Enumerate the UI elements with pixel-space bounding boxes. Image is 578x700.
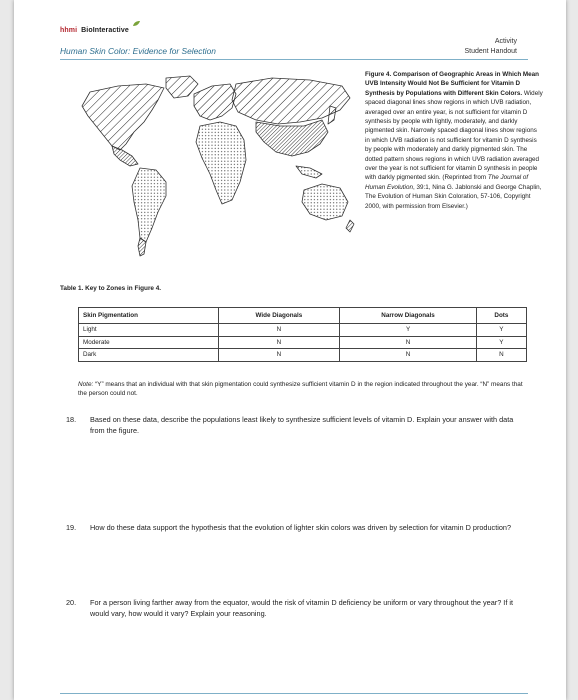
world-map-figure [60,70,358,267]
handout-text: Student Handout [464,48,517,55]
question-number: 20. [66,598,77,607]
activity-text: Activity [494,38,517,45]
question-number: 18. [66,415,77,424]
table-header-cell: Narrow Diagonals [340,308,476,324]
table-header-cell: Wide Diagonals [218,308,340,324]
table-cell: Y [340,324,476,337]
footer-divider [60,693,528,694]
question-text: For a person living farther away from the equator, would the risk of vitamin D deficiency be uniform or vary throughout the year? If it would vary, how would it vary? Explain your reasoning. [90,598,514,618]
figure-caption [365,70,543,211]
table-row [79,324,527,337]
table-title: Table 1. Key to Zones in Figure 4. [60,285,162,292]
question-number: 19. [66,523,77,532]
figure-caption-title: Figure 4. Comparison of Geographic Areas in Which Mean UVB Intensity Would Not Be Sufficient for Vitamin D Synthesis by Populations with Different Skin Colors. [365,71,540,97]
table-note [78,380,528,399]
table-cell: N [218,324,340,337]
table-cell: Y [476,324,526,337]
zone-key-table [78,307,527,362]
question-text: Based on these data, describe the populations least likely to synthesize sufficient levels of vitamin D. Explain your answer with data from the figure. [90,415,514,435]
question-text: How do these data support the hypothesis that the evolution of lighter skin colors was driven by selection for vitamin D production? [90,523,512,532]
brand-logo [60,27,129,34]
table-cell: Moderate [79,336,219,349]
brand-biointeractive: BioInteractive [81,27,129,34]
brand-hhmi: hhmi [60,27,78,34]
figure-caption-journal: The Journal of Human Evolution [365,174,529,191]
table-cell: Y [476,336,526,349]
document-title: Human Skin Color: Evidence for Selection [60,46,216,56]
question-20 [66,597,518,619]
figure-caption-body: Widely spaced diagonal lines show regions in which UVB radiation, averaged over an entire year, is not sufficient for vitamin D synthesis by people with lightly, moderately, and darkly pigmented skin. Narrowly spaced diagonal lines show regions in which UVB radiation is not sufficient for vitamin D synthesis by people with moderately and darkly pigmented skin. The dotted pattern shows regions in which UVB radiation averaged over the year is not sufficient for vitamin D synthesis in people with darkly pigmented skin. (Reprinted from [365,89,543,182]
handout-page [14,0,566,700]
activity-label [464,37,517,57]
table-note-label: Note: [78,381,94,388]
table-cell: N [340,349,476,362]
table-header-cell: Dots [476,308,526,324]
table-cell: Dark [79,349,219,362]
figure-caption-body-end: , 39:1, Nina G. Jablonski and George Chaplin, The Evolution of Human Skin Coloration, 57-106, Copyright 2000, with permission from Elsevier.) [365,183,542,210]
table-row [79,336,527,349]
table-note-text: “Y” means that an individual with that skin pigmentation could synthesize sufficient vitamin D in the region indicated throughout the year. “N” means that the person could not. [78,381,523,398]
table-row [79,349,527,362]
table-cell: N [340,336,476,349]
leaf-icon [132,20,141,27]
table-cell: N [218,349,340,362]
table-cell: Light [79,324,219,337]
table-header-row [79,308,527,324]
table-header-cell: Skin Pigmentation [79,308,219,324]
question-18 [66,414,518,436]
table-cell: N [476,349,526,362]
question-19 [66,522,518,533]
header-divider [60,59,528,60]
table-cell: N [218,336,340,349]
